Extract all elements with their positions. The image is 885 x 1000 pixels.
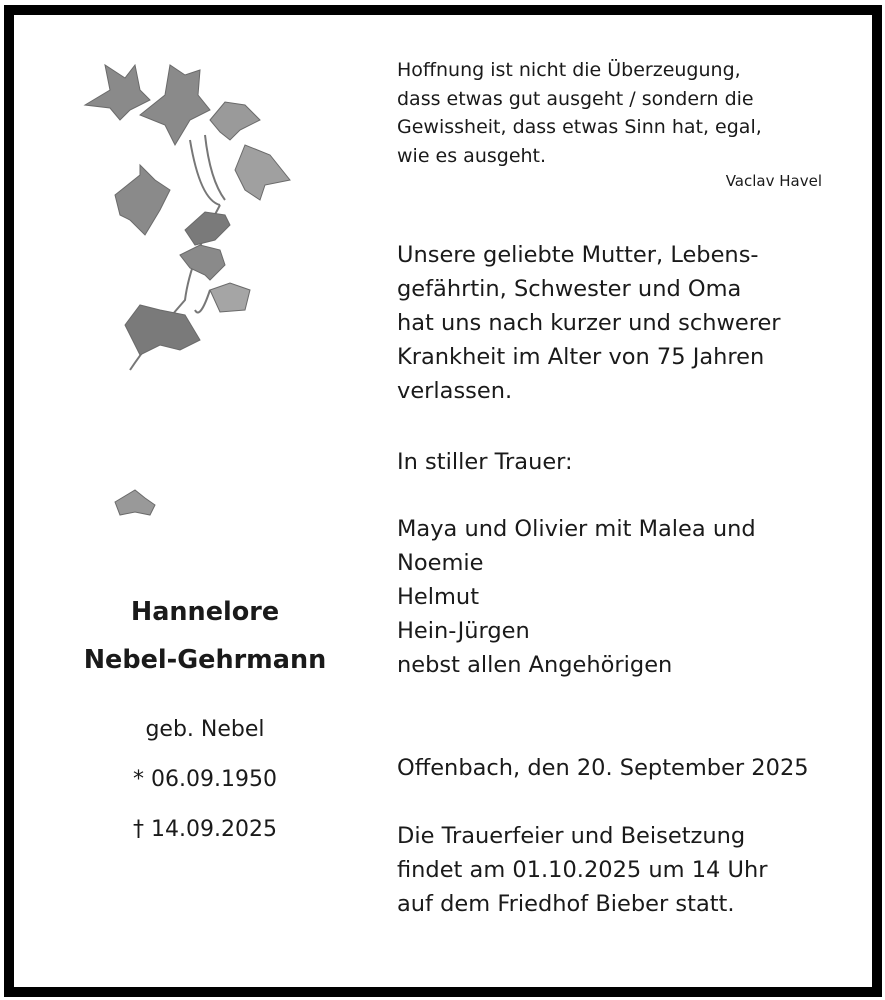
birth-name: geb. Nebel: [145, 717, 265, 742]
announcement-line: hat uns nach kurzer und schwerer: [397, 310, 781, 336]
mourner: Hein-Jürgen: [397, 618, 530, 644]
quote-line: dass etwas gut ausgeht / sondern die: [397, 87, 754, 110]
mourner: Noemie: [397, 550, 484, 576]
announcement-line: Krankheit im Alter von 75 Jahren: [397, 344, 765, 370]
mourners-list: [397, 512, 756, 682]
funeral-line: Die Trauerfeier und Beisetzung: [397, 823, 746, 849]
announcement-text: [397, 238, 781, 408]
funeral-info: [397, 819, 767, 921]
funeral-line: auf dem Friedhof Bieber statt.: [397, 891, 735, 917]
death-date: † 14.09.2025: [133, 817, 277, 842]
name-line: Hannelore: [130, 597, 280, 627]
mourner: Helmut: [397, 584, 480, 610]
ivy-illustration: [80, 40, 320, 520]
deceased-name: [40, 588, 370, 684]
birth-date: * 06.09.1950: [133, 767, 277, 792]
quote-line: Hoffnung ist nicht die Überzeugung,: [397, 59, 741, 81]
quote-line: Gewissheit, dass etwas Sinn hat, egal,: [397, 116, 762, 138]
quote: [397, 56, 762, 170]
announcement-line: gefährtin, Schwester und Oma: [397, 276, 742, 302]
announcement-line: verlassen.: [397, 378, 513, 404]
mourner: Maya und Olivier mit Malea und: [397, 516, 756, 542]
quote-line: wie es ausgeht.: [397, 144, 547, 167]
announcement-line: Unsere geliebte Mutter, Lebens-: [397, 242, 759, 268]
place-date: Offenbach, den 20. September 2025: [397, 755, 809, 781]
mourning-heading: In stiller Trauer:: [397, 449, 573, 475]
mourner: nebst allen Angehörigen: [397, 652, 673, 678]
deceased-dates: [40, 705, 370, 855]
funeral-line: findet am 01.10.2025 um 14 Uhr: [397, 857, 768, 883]
quote-author: Vaclav Havel: [725, 172, 822, 190]
name-line: Nebel-Gehrmann: [83, 645, 327, 675]
